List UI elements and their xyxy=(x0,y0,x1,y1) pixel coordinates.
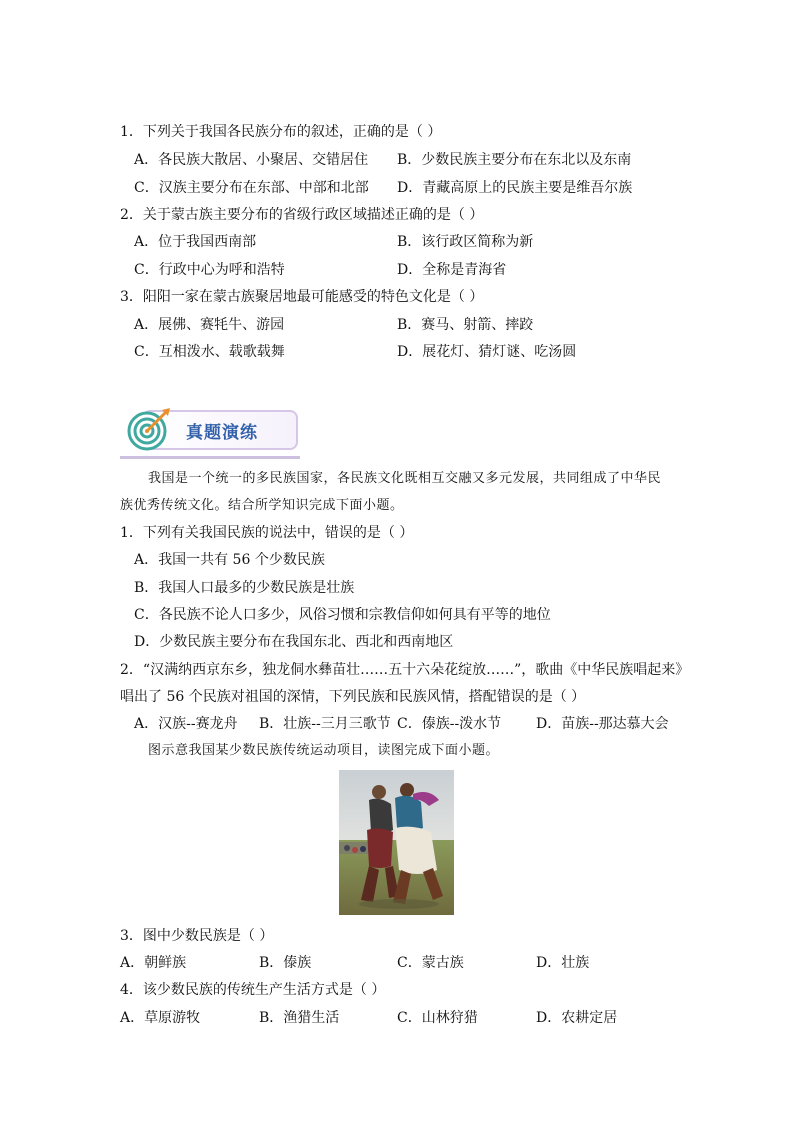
question-2-4-option-d: D．农耕定居 xyxy=(536,1010,618,1026)
passage-intro-line-2: 族优秀传统文化。结合所学知识完成下面小题。 xyxy=(120,498,404,513)
question-3-option-b: B．赛马、射箭、摔跤 xyxy=(397,317,534,333)
question-3-option-d: D．展花灯、猜灯谜、吃汤圆 xyxy=(397,344,577,360)
question-1-option-b: B．少数民族主要分布在东北以及东南 xyxy=(397,152,632,168)
question-2-1-option-a: A．我国一共有 56 个少数民族 xyxy=(134,552,325,568)
question-2-3-option-c: C．蒙古族 xyxy=(397,955,464,971)
question-2-3-option-a: A．朝鲜族 xyxy=(120,955,187,971)
question-2-1-option-d: D．少数民族主要分布在我国东北、西北和西南地区 xyxy=(134,634,454,650)
wrestling-photo xyxy=(339,770,454,915)
target-icon xyxy=(126,406,172,452)
section-banner xyxy=(120,404,300,454)
figure-intro: 图示意我国某少数民族传统运动项目，读图完成下面小题。 xyxy=(148,743,500,758)
question-2-4-stem: 4．该少数民族的传统生产生活方式是（ ） xyxy=(120,982,386,998)
question-2-stem: 2．关于蒙古族主要分布的省级行政区域描述正确的是（ ） xyxy=(120,207,484,223)
question-2-2-option-c: C．傣族--泼水节 xyxy=(397,716,502,732)
question-3-option-a: A．展佛、赛牦牛、游园 xyxy=(134,317,285,333)
question-2-1-stem: 1．下列有关我国民族的说法中，错误的是（ ） xyxy=(120,525,414,541)
question-2-2-stem-line-2: 唱出了 56 个民族对祖国的深情，下列民族和民族风情，搭配错误的是（ ） xyxy=(120,689,586,705)
question-2-2-option-a: A．汉族--赛龙舟 xyxy=(134,716,238,732)
question-2-3-option-d: D．壮族 xyxy=(536,955,590,971)
question-2-2-option-d: D．苗族--那达慕大会 xyxy=(536,716,669,732)
question-2-3-stem: 3．图中少数民族是（ ） xyxy=(120,928,274,944)
question-2-option-a: A．位于我国西南部 xyxy=(134,234,257,250)
question-2-1-option-c: C．各民族不论人口多少，风俗习惯和宗教信仰如何具有平等的地位 xyxy=(134,607,551,623)
banner-underline xyxy=(120,456,300,459)
question-1-option-a: A．各民族大散居、小聚居、交错居住 xyxy=(134,152,369,168)
question-2-option-c: C．行政中心为呼和浩特 xyxy=(134,262,285,278)
question-2-4-option-c: C．山林狩猎 xyxy=(397,1010,478,1026)
passage-intro-line-1: 我国是一个统一的多民族国家，各民族文化既相互交融又多元发展，共同组成了中华民 xyxy=(148,471,662,486)
question-1-option-d: D．青藏高原上的民族主要是维吾尔族 xyxy=(397,180,633,196)
banner-title: 真题演练 xyxy=(186,423,258,443)
question-2-1-option-b: B．我国人口最多的少数民族是壮族 xyxy=(134,580,355,596)
question-3-option-c: C．互相泼水、载歌载舞 xyxy=(134,344,285,360)
question-2-3-option-b: B．傣族 xyxy=(259,955,312,971)
question-1-stem: 1．下列关于我国各民族分布的叙述，正确的是（ ） xyxy=(120,124,442,140)
question-2-option-b: B．该行政区简称为新 xyxy=(397,234,534,250)
question-2-2-option-b: B．壮族--三月三歌节 xyxy=(259,716,391,732)
question-2-4-option-a: A．草原游牧 xyxy=(120,1010,201,1026)
question-3-stem: 3．阳阳一家在蒙古族聚居地最可能感受的特色文化是（ ） xyxy=(120,289,484,305)
question-1-option-c: C．汉族主要分布在东部、中部和北部 xyxy=(134,180,369,196)
question-2-option-d: D．全称是青海省 xyxy=(397,262,507,278)
question-2-4-option-b: B．渔猎生活 xyxy=(259,1010,340,1026)
question-2-2-stem-line-1: 2．“汉满纳西京东乡，独龙侗水彝苗壮……五十六朵花绽放……”，歌曲《中华民族唱起来》 xyxy=(120,662,690,678)
